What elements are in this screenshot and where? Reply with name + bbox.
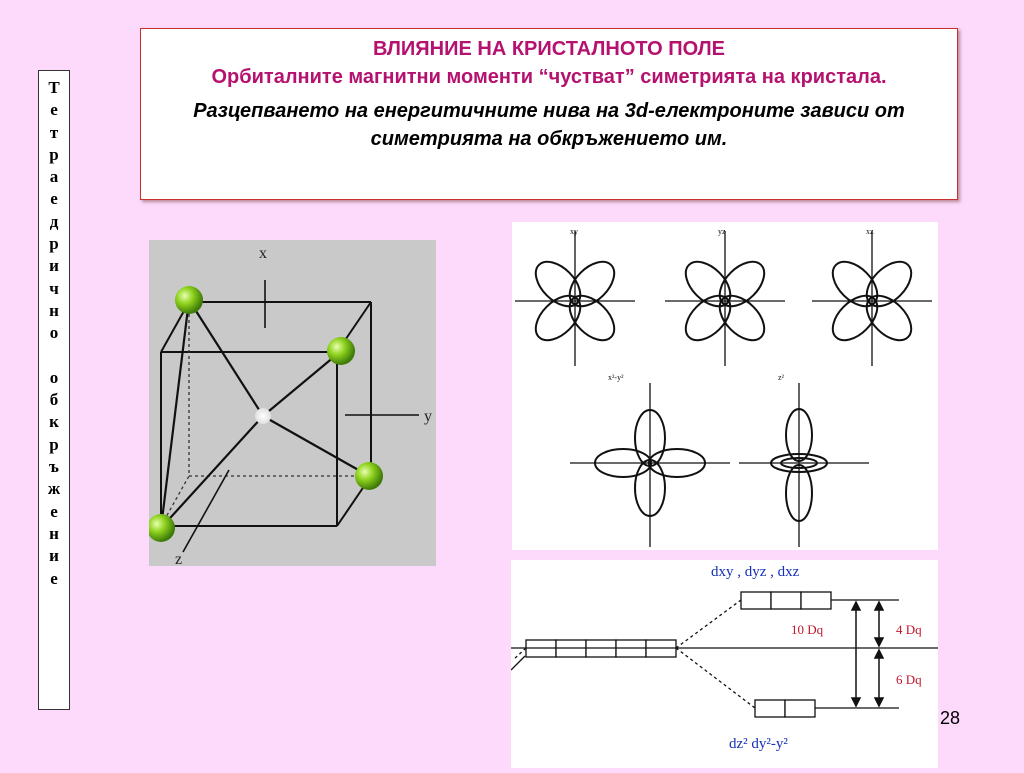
vertical-letter: и — [49, 546, 59, 566]
vertical-letter: б — [49, 390, 59, 410]
orbital-label: x²-y² — [608, 373, 624, 382]
upper-shift-label: 4 Dq — [896, 622, 922, 637]
d-orbitals-figure — [512, 222, 938, 550]
upper-t2-level — [741, 592, 831, 609]
ligand-atom — [355, 462, 383, 490]
lower-level-label: dz² dy²-y² — [729, 736, 788, 752]
central-atom — [255, 408, 271, 424]
page-number: 28 — [940, 708, 961, 728]
axis-x-label: x — [259, 245, 267, 262]
vertical-letter: р — [49, 434, 59, 454]
vertical-letter: р — [49, 234, 59, 254]
axis-z-label: z — [175, 551, 183, 566]
lower-e-level — [755, 700, 815, 717]
orbital-label: xy — [570, 227, 578, 236]
vertical-letter: е — [50, 189, 58, 209]
vertical-letter: ч — [49, 278, 59, 298]
upper-level-label: dxy , dyz , dxz — [711, 564, 800, 580]
orbital-dz2 — [739, 383, 869, 547]
orbitals-svg — [512, 222, 938, 550]
vertical-letter: о — [49, 323, 59, 343]
vertical-letter: Т — [48, 78, 60, 97]
tetrahedral-cube-figure — [149, 240, 436, 566]
energy-arrows — [852, 602, 883, 706]
vertical-letter: е — [50, 100, 58, 120]
vertical-letter: о — [49, 367, 59, 387]
slide-statement: Разцепването на енергитичните нива на 3d-електроните зависи от симетрията на обкръжението им. — [193, 100, 905, 150]
lower-shift-label: 6 Dq — [896, 672, 922, 687]
vertical-label — [38, 70, 70, 710]
cube-svg — [149, 240, 436, 566]
vertical-letter: н — [49, 523, 59, 543]
energy-svg — [511, 560, 938, 768]
orbital-label: z² — [778, 373, 784, 382]
vertical-letter: ж — [47, 479, 61, 499]
orbital-dx2-y2 — [570, 383, 730, 547]
title-box — [140, 28, 958, 200]
vertical-letter: и — [49, 256, 59, 276]
vertical-letter: а — [49, 167, 59, 187]
cube-axes — [183, 248, 419, 552]
vertical-letter: н — [49, 300, 59, 320]
slide-title: ВЛИЯНИЕ НА КРИСТАЛНОТО ПОЛЕ — [372, 38, 726, 60]
vertical-letter: к — [49, 412, 59, 432]
slide-subtitle: Орбиталните магнитни моменти “чустват” симетрията на кристала. — [211, 66, 887, 88]
vertical-letter: д — [49, 211, 59, 231]
orbital-label: xz — [866, 227, 874, 236]
vertical-letter: е — [50, 501, 58, 521]
vertical-letter: е — [50, 568, 58, 588]
energy-splitting-diagram — [511, 560, 938, 768]
orbital-dyz — [665, 231, 785, 366]
vertical-letter: т — [49, 122, 59, 142]
vertical-letter: ъ — [49, 457, 59, 477]
axis-y-label: y — [424, 408, 432, 425]
ligand-atom — [175, 286, 203, 314]
splitting-label: 10 Dq — [791, 622, 824, 637]
ligand-atom — [327, 337, 355, 365]
vertical-letter: р — [49, 144, 59, 164]
orbital-dxy — [515, 231, 635, 366]
orbital-label: yz — [718, 227, 726, 236]
orbital-dxz — [812, 231, 932, 366]
